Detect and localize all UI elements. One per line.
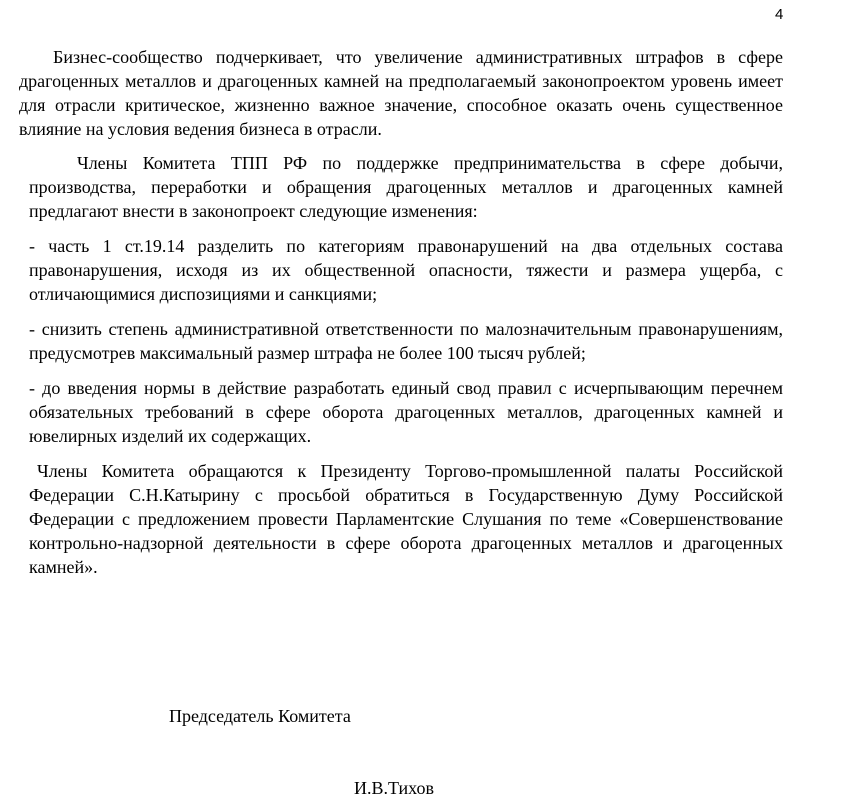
paragraph-business-community: Бизнес-сообщество подчеркивает, что увеличение административных штрафов в сфере драгоценных металлов и драгоценных камней на предполагаемый законопроектом уровень имеет для отрасли критическое, жизненно важное значение, способное оказать очень существенное влияние на условия ведения бизнеса в отрасли. xyxy=(19,47,783,139)
list-item-reduce-liability: - снизить степень административной ответственности по малозначительным правонарушениям, предусмотрев максимальный размер штрафа не более 100 тысяч рублей; xyxy=(29,319,783,363)
signature-name: И.В.Тихов xyxy=(354,778,434,798)
signature-title: Председатель Комитета xyxy=(169,706,351,726)
list-item-split-article: - часть 1 ст.19.14 разделить по категориям правонарушений на два отдельных состава правонарушения, исходя из их общественной опасности, тяжести и размера ущерба, с отличающимися диспозициями и санкциями; xyxy=(29,236,783,304)
document-body xyxy=(19,45,783,579)
list-item-rules-code: - до введения нормы в действие разработать единый свод правил с исчерпывающим перечнем обязательных требований в сфере оборота драгоценных металлов, драгоценных камней и ювелирных изделий их содержащих. xyxy=(29,378,783,446)
page-number: 4 xyxy=(775,6,784,23)
paragraph-committee-proposal: Члены Комитета ТПП РФ по поддержке предпринимательства в сфере добычи, производства, переработки и обращения драгоценных металлов и драгоценных камней предлагают внести в законопроект следующие изменения: xyxy=(29,153,783,221)
paragraph-appeal-to-president: Члены Комитета обращаются к Президенту Торгово-промышленной палаты Российской Федерации С.Н.Катырину с просьбой обратиться в Государственную Думу Российской Федерации с предложением провести Парламентские Слушания по теме «Совершенствование контрольно-надзорной деятельности в сфере оборота драгоценных металлов и драгоценных камней». xyxy=(29,461,783,577)
